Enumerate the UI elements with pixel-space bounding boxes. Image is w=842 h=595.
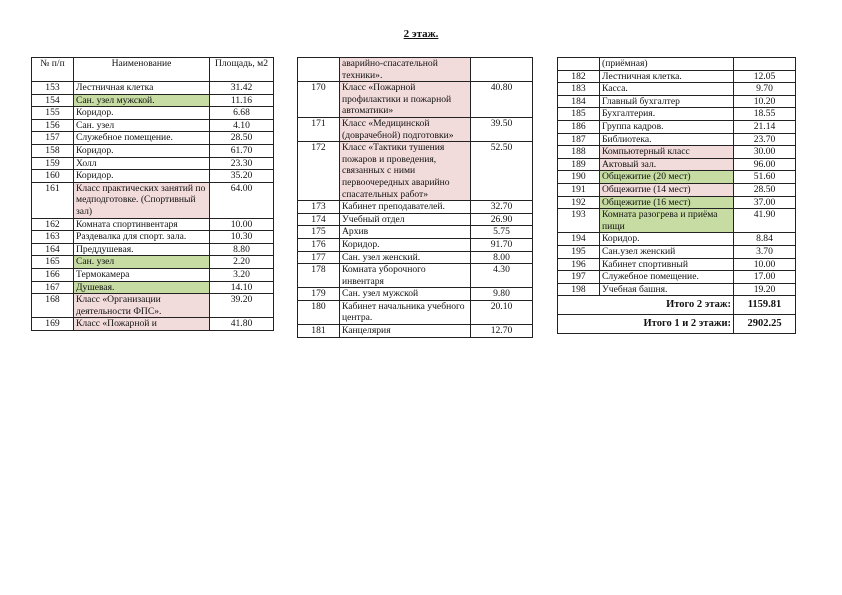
room-area: 3.70 [734,245,796,258]
room-number: 155 [32,107,74,120]
room-number: 179 [298,288,340,301]
room-area: 17.00 [734,271,796,284]
room-area: 10.00 [210,218,274,231]
room-name: Сан. узел женский. [340,251,471,264]
table-row [558,133,796,146]
room-number: 189 [558,158,600,171]
table-row [32,218,274,231]
room-number: 166 [32,268,74,281]
room-name: Компьютерный класс [600,146,734,159]
room-area: 26.90 [471,213,533,226]
room-name: аварийно-спасательной техники». [340,58,471,82]
room-number: 170 [298,82,340,118]
room-name: Класс «Тактики тушения пожаров и проведения, связанных с ними первоочередных аварийно спасательных работ» [340,142,471,201]
room-number: 160 [32,170,74,183]
room-area: 11.16 [210,94,274,107]
room-area: 8.84 [734,233,796,246]
table-row [298,251,533,264]
header-area: Площадь, м2 [210,58,274,82]
room-name: Душевая. [74,281,210,294]
table-row [32,243,274,256]
room-name: Класс практических занятий по медподготовке. (Спортивный зал) [74,182,210,218]
room-name: Лестничная клетка [74,82,210,95]
room-name: Учебный отдел [340,213,471,226]
room-number: 186 [558,120,600,133]
room-name: Общежитие (20 мест) [600,171,734,184]
room-area: 12.05 [734,70,796,83]
room-number: 164 [32,243,74,256]
table-row [558,271,796,284]
room-number: 161 [32,182,74,218]
room-number: 192 [558,196,600,209]
room-number: 156 [32,119,74,132]
room-area: 41.80 [210,318,274,331]
table-row [298,226,533,239]
room-name: Коридор. [74,144,210,157]
room-number: 173 [298,201,340,214]
room-number: 175 [298,226,340,239]
room-name: Коридор. [340,238,471,251]
table-row [558,233,796,246]
table-row [298,201,533,214]
table-row [298,325,533,338]
room-area: 10.00 [734,258,796,271]
room-name: Кабинет спортивный [600,258,734,271]
rooms-table-3 [557,57,796,334]
table-row [558,209,796,233]
room-area: 9.80 [471,288,533,301]
room-number [298,58,340,82]
room-number [558,58,600,71]
table-row [558,83,796,96]
room-area: 91.70 [471,238,533,251]
room-name: Сан. узел мужской [340,288,471,301]
room-area: 32.70 [471,201,533,214]
room-number: 193 [558,209,600,233]
room-name: Коридор. [74,170,210,183]
table-row [32,294,274,318]
room-name: Группа кадров. [600,120,734,133]
room-number: 191 [558,183,600,196]
room-area: 28.50 [210,132,274,145]
rooms-table-2 [297,57,533,338]
table2-body [298,58,533,338]
room-name: Сан. узел [74,256,210,269]
room-number: 195 [558,245,600,258]
page-title: 2 этаж. [403,28,439,40]
room-area: 39.20 [210,294,274,318]
room-number: 165 [32,256,74,269]
table-row [558,283,796,296]
total-floors-1-2-value-text: 2902.25 [747,318,782,330]
room-name: Комната разогрева и приёма пищи [600,209,734,233]
room-number: 177 [298,251,340,264]
table-row [558,196,796,209]
table-row [558,95,796,108]
room-number: 196 [558,258,600,271]
room-number: 185 [558,108,600,121]
room-name: Общежитие (14 мест) [600,183,734,196]
room-name: Кабинет преподавателей. [340,201,471,214]
room-area: 18.55 [734,108,796,121]
room-number: 153 [32,82,74,95]
table-header [32,58,274,82]
table-row [558,146,796,159]
table-row [32,132,274,145]
table-row [558,58,796,71]
room-area: 52.50 [471,142,533,201]
room-area: 39.50 [471,117,533,141]
total-floor-2-label: Итого 2 этаж: [558,296,734,315]
room-number: 176 [298,238,340,251]
total-floor-2-value-text: 1159.81 [747,299,782,311]
room-name: Комната уборочного инвентаря [340,264,471,288]
room-area: 4.30 [471,264,533,288]
table-row [298,300,533,324]
room-area: 2.20 [210,256,274,269]
total-floor-2-value [734,296,796,315]
room-area: 12.70 [471,325,533,338]
room-name: Холл [74,157,210,170]
room-area: 14.10 [210,281,274,294]
room-area: 9.70 [734,83,796,96]
room-area: 61.70 [210,144,274,157]
table-row [298,288,533,301]
room-number: 174 [298,213,340,226]
table-row [298,58,533,82]
room-number: 162 [32,218,74,231]
table-row [32,94,274,107]
room-area [734,58,796,71]
table-row [558,258,796,271]
table-row [32,318,274,331]
room-area: 41.90 [734,209,796,233]
table-row [32,144,274,157]
table-row [298,264,533,288]
table-row [32,256,274,269]
room-area: 21.14 [734,120,796,133]
room-name: Главный бухгалтер [600,95,734,108]
table-row [558,171,796,184]
table-row [32,107,274,120]
table-row [298,142,533,201]
room-name: Класс «Пожарной профилактики и пожарной автоматики» [340,82,471,118]
room-area: 96.00 [734,158,796,171]
room-name: Общежитие (16 мест) [600,196,734,209]
table-row [298,117,533,141]
room-name: Библиотека. [600,133,734,146]
room-number: 178 [298,264,340,288]
room-number: 172 [298,142,340,201]
table-row [32,157,274,170]
room-name: Коридор. [74,107,210,120]
room-area: 5.75 [471,226,533,239]
room-number: 198 [558,283,600,296]
room-name: Термокамера [74,268,210,281]
room-number: 183 [558,83,600,96]
rooms-table-1 [31,57,274,331]
room-name: Учебная башня. [600,283,734,296]
table-row [32,82,274,95]
room-name: Лестничная клетка. [600,70,734,83]
room-name: Канцелярия [340,325,471,338]
room-area: 31.42 [210,82,274,95]
room-area: 10.30 [210,231,274,244]
total-floors-1-2-label: Итого 1 и 2 этажи: [558,315,734,334]
room-number: 194 [558,233,600,246]
room-name: Кабинет начальника учебного центра. [340,300,471,324]
room-number: 168 [32,294,74,318]
room-area: 23.70 [734,133,796,146]
room-name: Бухгалтерия. [600,108,734,121]
header-name: Наименование [74,58,210,82]
room-area: 23.30 [210,157,274,170]
room-area: 20.10 [471,300,533,324]
table-row [32,182,274,218]
room-area: 3.20 [210,268,274,281]
room-name: Служебное помещение. [600,271,734,284]
table-row [32,170,274,183]
room-number: 190 [558,171,600,184]
room-number: 182 [558,70,600,83]
table-row [32,268,274,281]
room-number: 187 [558,133,600,146]
room-name: Сан. узел [74,119,210,132]
room-area: 40.80 [471,82,533,118]
room-area: 37.00 [734,196,796,209]
room-name: Актовый зал. [600,158,734,171]
room-name: Комната спортинвентаря [74,218,210,231]
room-number: 180 [298,300,340,324]
room-name: Служебное помещение. [74,132,210,145]
room-number: 188 [558,146,600,159]
room-area: 51.60 [734,171,796,184]
table-row [558,158,796,171]
room-name: Архив [340,226,471,239]
room-number: 163 [32,231,74,244]
room-number: 181 [298,325,340,338]
room-name: Сан.узел женский [600,245,734,258]
room-number: 158 [32,144,74,157]
room-name: Касса. [600,83,734,96]
room-name: Преддушевая. [74,243,210,256]
room-number: 171 [298,117,340,141]
table-row [558,183,796,196]
room-number: 159 [32,157,74,170]
table-row [558,245,796,258]
room-area: 8.80 [210,243,274,256]
room-area: 28.50 [734,183,796,196]
table-row [558,120,796,133]
room-area: 19.20 [734,283,796,296]
table-row [32,231,274,244]
room-number: 169 [32,318,74,331]
room-area: 4.10 [210,119,274,132]
table-row [558,70,796,83]
room-name: Класс «Организации деятельности ФПС». [74,294,210,318]
room-name: Класс «Медицинской (доврачебной) подготовки» [340,117,471,141]
room-name: Коридор. [600,233,734,246]
room-area: 35.20 [210,170,274,183]
room-number: 154 [32,94,74,107]
total-floor-2-row [558,296,796,315]
table-row [32,281,274,294]
room-area: 10.20 [734,95,796,108]
table-row [298,82,533,118]
room-name: (приёмная) [600,58,734,71]
room-number: 197 [558,271,600,284]
total-floors-1-2-row [558,315,796,334]
room-area: 6.68 [210,107,274,120]
table3-body [558,58,796,296]
room-name: Класс «Пожарной и [74,318,210,331]
room-area: 8.00 [471,251,533,264]
table-row [298,213,533,226]
room-number: 157 [32,132,74,145]
room-name: Сан. узел мужской. [74,94,210,107]
table-row [558,108,796,121]
room-number: 167 [32,281,74,294]
room-area: 64.00 [210,182,274,218]
room-number: 184 [558,95,600,108]
room-name: Раздевалка для спорт. зала. [74,231,210,244]
table-row [32,119,274,132]
table-row [298,238,533,251]
room-area: 30.00 [734,146,796,159]
total-floors-1-2-value [734,315,796,334]
header-num: № п/п [32,58,74,82]
room-area [471,58,533,82]
